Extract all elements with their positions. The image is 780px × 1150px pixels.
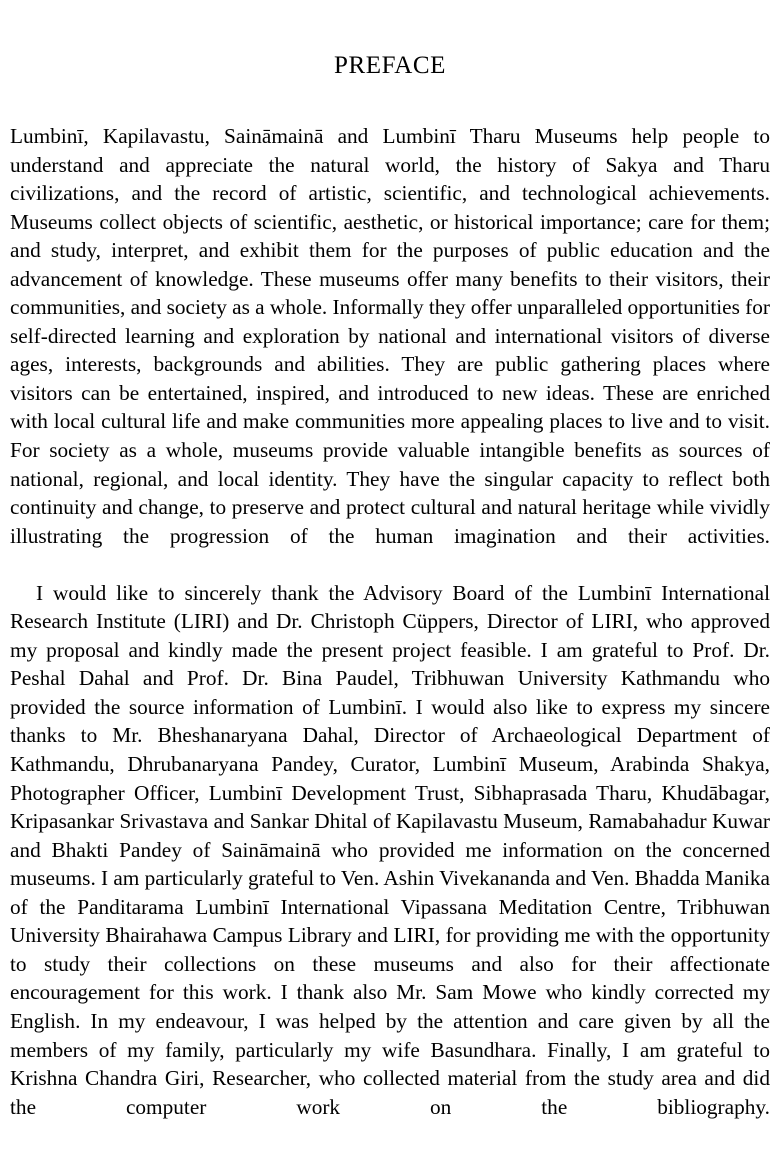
- paragraph-acknowledgements: I would like to sincerely thank the Advisory Board of the Lumbinī International Research Institute (LIRI) and Dr. Christoph Cüppers, Director of LIRI, who approved my proposal and kindly made the present project feasible. I am grateful to Prof. Dr. Peshal Dahal and Prof. Dr. Bina Paudel, Tribhuwan University Kathmandu who provided the source information of Lumbinī. I would also like to express my sincere thanks to Mr. Bheshanaryana Dahal, Director of Archaeological Department of Kathmandu, Dhrubanaryana Pandey, Curator, Lumbinī Museum, Arabinda Shakya, Photographer Officer, Lumbinī Development Trust, Sibhaprasada Tharu, Khudābagar, Kripasankar Srivastava and Sankar Dhital of Kapilavastu Museum, Ramabahadur Kuwar and Bhakti Pandey of Saināmainā who provided me information on the concerned museums. I am particularly grateful to Ven. Ashin Vivekananda and Ven. Bhadda Manika of the Panditarama Lumbinī International Vipassana Meditation Centre, Tribhuwan University Bhairahawa Campus Library and LIRI, for providing me with the opportunity to study their collections on these museums and also for their affectionate encouragement for this work. I thank also Mr. Sam Mowe who kindly corrected my English. In my endeavour, I was helped by the attention and care given by all the members of my family, particularly my wife Basundhara. Finally, I am grateful to Krishna Chandra Giri, Researcher, who collected material from the study area and did the computer work on the bibliography.: [10, 580, 770, 1119]
- page-title: PREFACE: [333, 52, 447, 79]
- document-body: [10, 122, 770, 1150]
- paragraph-intro: Lumbinī, Kapilavastu, Saināmainā and Lumbinī Tharu Museums help people to understand and appreciate the natural world, the history of Sakya and Tharu civilizations, and the record of artistic, scientific, and technological achievements. Museums collect objects of scientific, aesthetic, or historical importance; care for them; and study, interpret, and exhibit them for the purposes of public education and the advancement of knowledge. These museums offer many benefits to their visitors, their communities, and society as a whole. Informally they offer unparalleled opportunities for self-directed learning and exploration by national and international visitors of diverse ages, interests, backgrounds and abilities. They are public gathering places where visitors can be entertained, inspired, and introduced to new ideas. These are enriched with local cultural life and make communities more appealing places to live and to visit. For society as a whole, museums provide valuable intangible benefits as sources of national, regional, and local identity. They have the singular capacity to reflect both continuity and change, to preserve and protect cultural and natural heritage while vividly illustrating the progression of the human imagination and their activities.: [10, 124, 770, 548]
